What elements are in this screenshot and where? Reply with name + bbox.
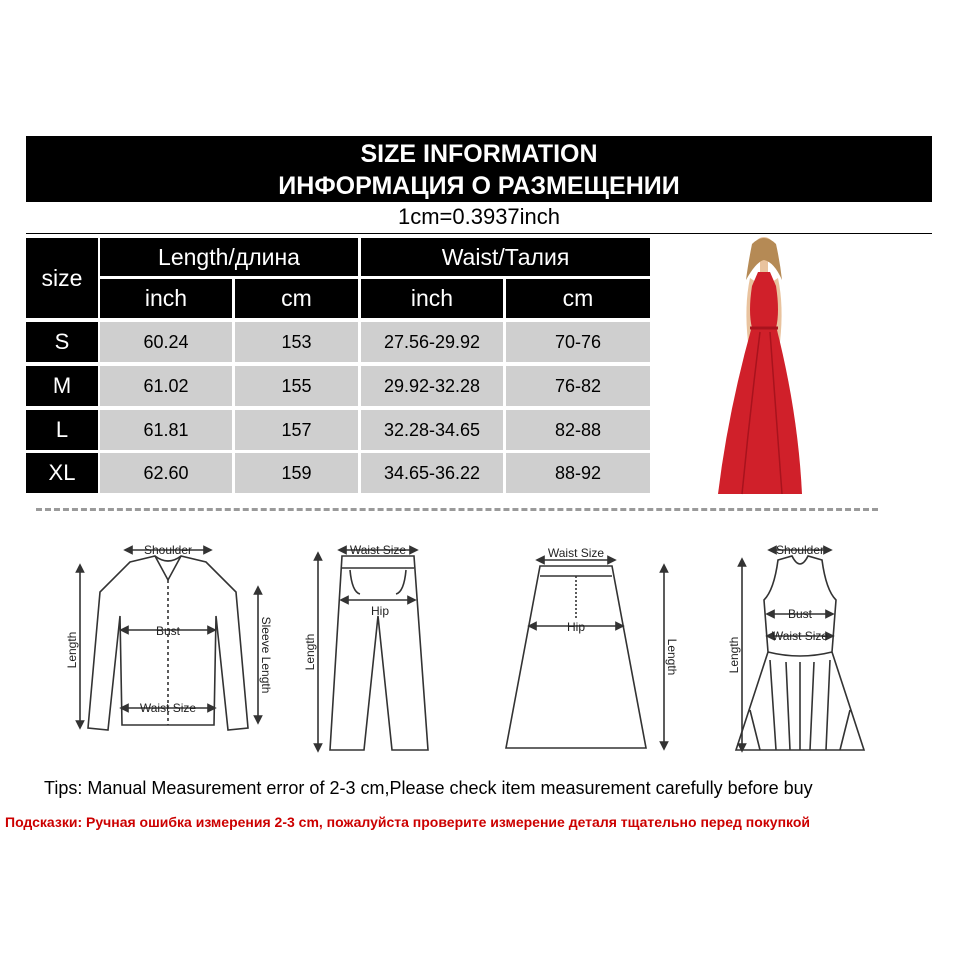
pants-waist-label: Waist Size (349, 543, 407, 557)
unit-header: cm (506, 279, 650, 318)
size-cell: S (26, 322, 98, 362)
shirt-bust-label: Bust (155, 624, 181, 638)
tips-english: Tips: Manual Measurement error of 2-3 cm,Please check item measurement carefully before buy (44, 778, 813, 798)
dress-bust-label: Bust (787, 607, 813, 621)
title-russian: ИНФОРМАЦИЯ О РАЗМЕЩЕНИИ (278, 172, 680, 200)
measurement-diagrams (0, 520, 960, 770)
table-cell: 60.24 (100, 322, 232, 362)
table-cell: 155 (235, 366, 358, 406)
skirt-hip-label: Hip (566, 620, 586, 634)
product-photo (690, 232, 840, 502)
skirt-waist-label: Waist Size (547, 546, 605, 560)
shirt-shoulder-label: Shoulder (143, 543, 193, 557)
table-cell: 157 (235, 410, 358, 450)
pants-diagram (318, 550, 428, 750)
table-cell: 61.02 (100, 366, 232, 406)
size-cell: L (26, 410, 98, 450)
pants-length-label: Length (303, 633, 317, 671)
table-cell: 76-82 (506, 366, 650, 406)
skirt-length-label: Length (665, 638, 679, 676)
pants-hip-label: Hip (370, 604, 390, 618)
unit-header: inch (100, 279, 232, 318)
dress-waist-label: Waist Size (771, 629, 829, 643)
size-header: size (26, 238, 98, 318)
table-cell: 159 (235, 453, 358, 493)
unit-header: cm (235, 279, 358, 318)
title-banner (26, 136, 932, 202)
table-cell: 70-76 (506, 322, 650, 362)
table-cell: 29.92-32.28 (361, 366, 503, 406)
size-cell: M (26, 366, 98, 406)
shirt-sleeve-label: Sleeve Length (259, 616, 273, 694)
dress-diagram (736, 550, 864, 750)
dashed-divider (36, 508, 878, 511)
table-cell: 82-88 (506, 410, 650, 450)
title-english: SIZE INFORMATION (360, 140, 598, 168)
model-figure (718, 237, 802, 494)
waist-header: Waist/Талия (361, 238, 650, 276)
tips-russian: Подсказки: Ручная ошибка измерения 2-3 cm, пожалуйста проверите измерение деталя тщательно перед покупкой (5, 814, 811, 830)
shirt-waist-label: Waist Size (139, 701, 197, 715)
table-cell: 153 (235, 322, 358, 362)
skirt-diagram (506, 560, 664, 748)
table-cell: 27.56-29.92 (361, 322, 503, 362)
table-cell: 34.65-36.22 (361, 453, 503, 493)
dress-length-label: Length (727, 636, 741, 674)
unit-header: inch (361, 279, 503, 318)
table-cell: 88-92 (506, 453, 650, 493)
table-cell: 61.81 (100, 410, 232, 450)
table-cell: 62.60 (100, 453, 232, 493)
shirt-length-label: Length (65, 631, 79, 669)
size-cell: XL (26, 453, 98, 493)
length-header: Length/длина (100, 238, 358, 276)
dress-shoulder-label: Shoulder (775, 543, 825, 557)
conversion-note: 1cm=0.3937inch (397, 204, 561, 229)
table-cell: 32.28-34.65 (361, 410, 503, 450)
